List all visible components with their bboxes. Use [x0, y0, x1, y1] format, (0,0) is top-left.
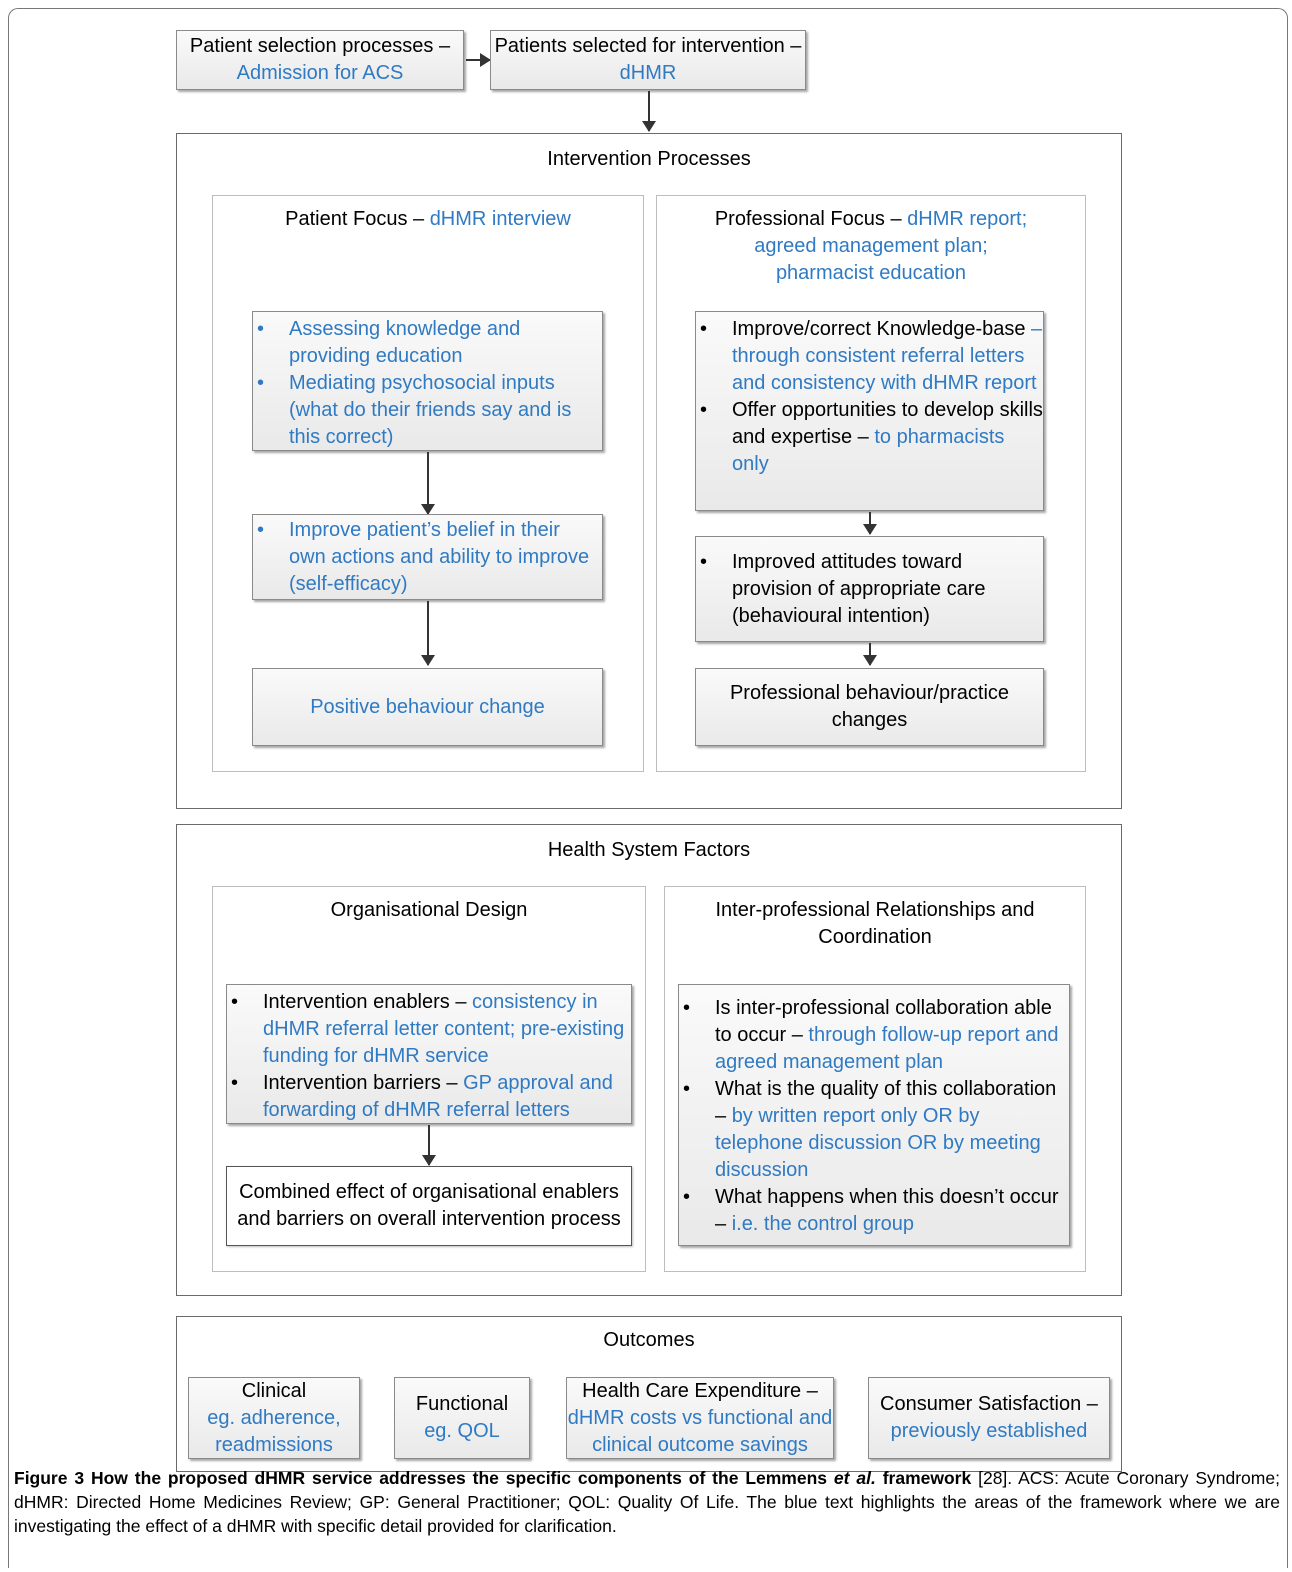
selected-label: Patients selected for intervention – [494, 35, 802, 57]
patients-selected-box [490, 30, 806, 90]
clinical-box: Clinical eg. adherence, readmissions [188, 1377, 360, 1459]
selection-detail: Admission for ACS [236, 62, 404, 84]
list-item: • Offer opportunities to develop skills and expertise – to pharmacists only [696, 397, 1043, 478]
professional-arrow-1 [869, 512, 871, 534]
selected-detail: dHMR [619, 62, 677, 84]
inter-heading: Inter-professional Relationships and Coordination [715, 899, 1035, 948]
attitudes-box [695, 536, 1044, 642]
functional-box: Functional eg. QOL [394, 1377, 530, 1459]
self-efficacy-box [252, 514, 603, 600]
list-item: • Is inter-professional collaboration able to occur – through follow-up report and agreed management plan [679, 995, 1069, 1076]
list-item: • What is the quality of this collaboration – by written report only OR by telephone discussion OR by meeting discussion [679, 1076, 1069, 1184]
combined-effect-box: Combined effect of organisational enablers and barriers on overall intervention process [226, 1166, 632, 1246]
selection-label: Patient selection processes – [189, 35, 451, 57]
section-title: Outcomes [603, 1329, 695, 1351]
list-item: • What happens when this doesn’t occur – i.e. the control group [679, 1184, 1069, 1238]
patient-focus-heading: Patient Focus – dHMR interview [285, 208, 571, 230]
list-item: • Intervention barriers – GP approval and forwarding of dHMR referral letters [227, 1070, 631, 1124]
list-item: • Improved attitudes toward provision of appropriate care (behavioural intention) [696, 549, 1043, 630]
knowledge-base-box [695, 311, 1044, 511]
list-item: • Intervention enablers – consistency in dHMR referral letter content; pre-existing funding for dHMR service [227, 989, 631, 1070]
patient-arrow-2 [427, 601, 429, 665]
list-item: • Improve patient’s belief in their own actions and ability to improve (self-efficacy) [253, 517, 602, 598]
satisfaction-box: Consumer Satisfaction – previously established [868, 1377, 1110, 1459]
org-arrow [428, 1125, 430, 1165]
to-intervention-arrow [648, 91, 650, 131]
positive-behaviour-box: Positive behaviour change [252, 668, 603, 746]
professional-focus-heading: Professional Focus – dHMR report; agreed management plan; pharmacist education [714, 208, 1028, 284]
professional-arrow-2 [869, 643, 871, 665]
section-title: Health System Factors [547, 839, 751, 861]
enablers-barriers-box [226, 984, 632, 1124]
selection-arrow [466, 59, 490, 61]
patient-arrow-1 [427, 452, 429, 514]
list-item: • Improve/correct Knowledge-base – through consistent referral letters and consistency with dHMR report [696, 316, 1043, 397]
list-item: • Mediating psychosocial inputs (what do their friends say and is this correct) [253, 370, 602, 451]
org-heading: Organisational Design [330, 899, 528, 921]
professional-behaviour-box: Professional behaviour/practice changes [695, 668, 1044, 746]
section-title: Intervention Processes [547, 148, 751, 170]
patient-selection-box [176, 30, 464, 90]
collaboration-box [678, 984, 1070, 1246]
figure-caption: Figure 3 How the proposed dHMR service addresses the specific components of the Lemmens et al. framework [28]. ACS: Acute Coronary Syndrome; dHMR: Directed Home Medicines Review; GP: General Practitioner; QOL: Quality Of Life. The blue text highlights the areas of the framework where we are investigating the effect of a dHMR with specific detail provided for clarification. [14, 1468, 1280, 1536]
expenditure-box: Health Care Expenditure – dHMR costs vs functional and clinical outcome savings [566, 1377, 834, 1459]
patient-knowledge-box [252, 311, 603, 451]
list-item: • Assessing knowledge and providing education [253, 316, 602, 370]
